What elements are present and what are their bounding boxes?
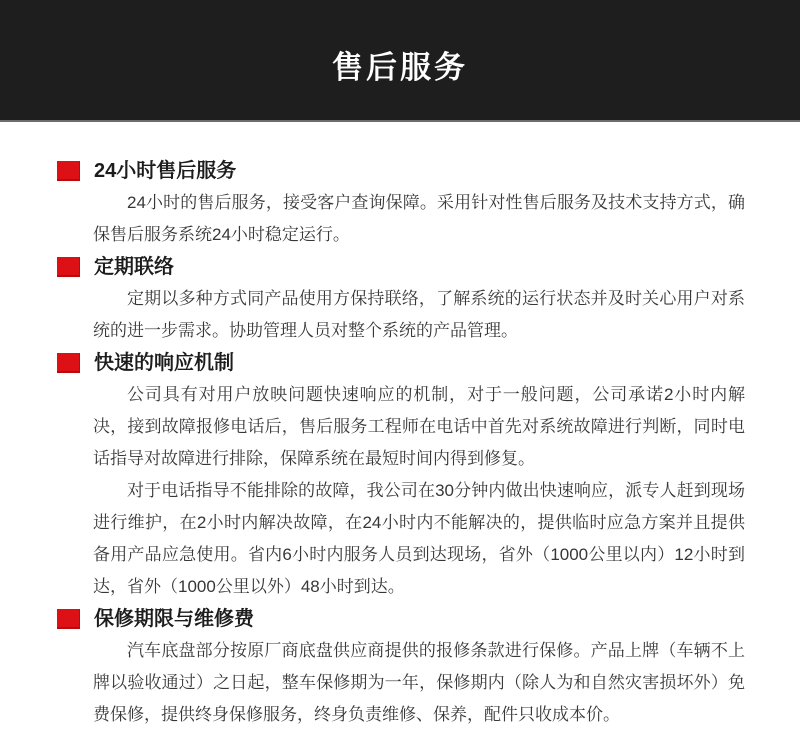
section-heading: 快速的响应机制 [94,352,234,374]
page-title: 售后服务 [332,50,468,85]
section-paragraph: 24小时的售后服务，接受客户查询保障。采用针对性售后服务及技术支持方式，确保售后服务系统24小时稳定运行。 [93,193,745,244]
section-heading-row [57,155,745,187]
section-paragraph: 对于电话指导不能排除的故障，我公司在30分钟内做出快速响应，派专人赶到现场进行维护，在2小时内解决故障，在24小时内不能解决的，提供临时应急方案并且提供备用产品应急使用。省内6小时内服务人员到达现场，省外（1000公里以内）12小时到达，省外（1000公里以外）48小时到达。 [93,481,745,596]
section-heading: 定期联络 [94,256,174,278]
section-paragraph: 定期以多种方式同产品使用方保持联络，了解系统的运行状态并及时关心用户对系统的进一步需求。协助管理人员对整个系统的产品管理。 [93,289,745,340]
section-paragraph: 公司具有对用户放映问题快速响应的机制，对于一般问题，公司承诺2小时内解决，接到故障报修电话后，售后服务工程师在电话中首先对系统故障进行判断，同时电话指导对故障进行排除，保障系统在最短时间内得到修复。 [93,385,745,468]
section-heading-row [57,603,745,635]
red-square-bullet-icon [57,609,80,629]
red-square-bullet-icon [57,353,80,373]
section-heading: 保修期限与维修费 [94,608,254,630]
section-paragraph: 汽车底盘部分按原厂商底盘供应商提供的报修条款进行保修。产品上牌（车辆不上牌以验收通过）之日起，整车保修期为一年，保修期内（除人为和自然灾害损坏外）免费保修，提供终身保修服务，终身负责维修、保养，配件只收成本价。 [93,641,745,724]
red-square-bullet-icon [57,257,80,277]
page-header [0,0,800,122]
section-24h-service [57,155,745,251]
section-warranty-fees [57,603,745,731]
content-area [0,122,800,731]
section-heading-row [57,251,745,283]
section-regular-contact [57,251,745,347]
section-heading: 24小时售后服务 [94,160,237,182]
section-rapid-response [57,347,745,603]
section-heading-row [57,347,745,379]
red-square-bullet-icon [57,161,80,181]
